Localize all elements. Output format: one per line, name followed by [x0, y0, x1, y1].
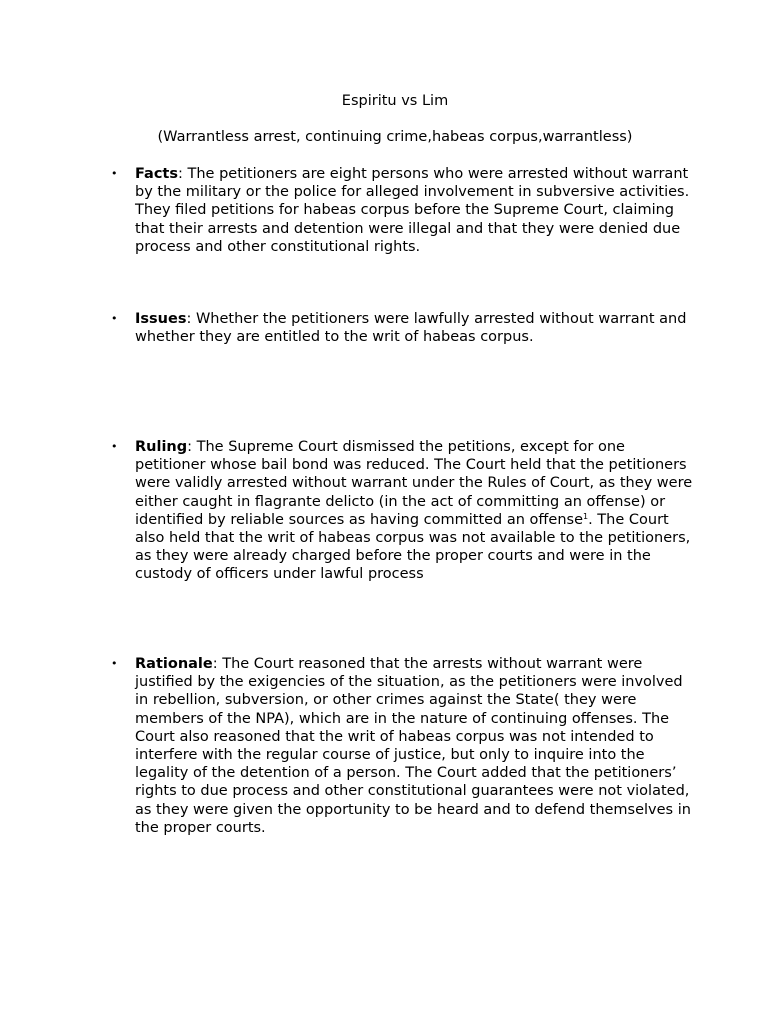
facts-text: : The petitioners are eight persons who were arrested without warrant by the military or the police for alleged involvement in subversive activities. They filed petitions for habeas corpus before the Supreme Court, claiming that their arrests and detention were illegal and that they were denied due process and other constitutional rights. [135, 166, 690, 255]
facts-label: Facts [135, 166, 178, 182]
issues-paragraph [135, 310, 695, 346]
bullet-icon: • [111, 167, 118, 180]
ruling-label: Ruling [135, 439, 188, 455]
bullet-icon: • [111, 440, 118, 453]
rationale-paragraph [135, 655, 695, 837]
rationale-label: Rationale [135, 656, 213, 672]
bullet-icon: • [111, 657, 118, 670]
footnote-reference[interactable]: 1 [583, 511, 589, 521]
issues-text: : Whether the petitioners were lawfully arrested without warrant and whether they are entitled to the writ of habeas corpus. [135, 311, 687, 346]
ruling-paragraph [135, 438, 695, 584]
document-subtitle: (Warrantless arrest, continuing crime,habeas corpus,warrantless) [157, 129, 633, 145]
ruling-text-before-footnote: : The Supreme Court dismissed the petitions, except for one petitioner whose bail bond was reduced. The Court held that the petitioners were validly arrested without warrant under the Rules of Court, as they were either caught in flagrante delicto (in the act of committing an offense) or identified by reliable sources as having committed an offense [135, 439, 693, 528]
document-title: Espiritu vs Lim [341, 93, 449, 109]
issues-label: Issues [135, 311, 187, 327]
ruling-text-after-footnote: . The Court also held that the writ of habeas corpus was not available to the petitioners, as they were already charged before the proper courts and were in the custody of officers under lawful process [135, 511, 691, 583]
facts-paragraph [135, 165, 695, 256]
bullet-icon: • [111, 312, 118, 325]
rationale-text: : The Court reasoned that the arrests without warrant were justified by the exigencies of the situation, as the petitioners were involved in rebellion, subversion, or other crimes against the State( they were members of the NPA), which are in the nature of continuing offenses. The Court also reasoned that the writ of habeas corpus was not intended to interfere with the regular course of justice, but only to inquire into the legality of the detention of a person. The Court added that the petitioners’ rights to due process and other constitutional guarantees were not violated, as they were given the opportunity to be heard and to defend themselves in the proper courts. [135, 656, 691, 836]
